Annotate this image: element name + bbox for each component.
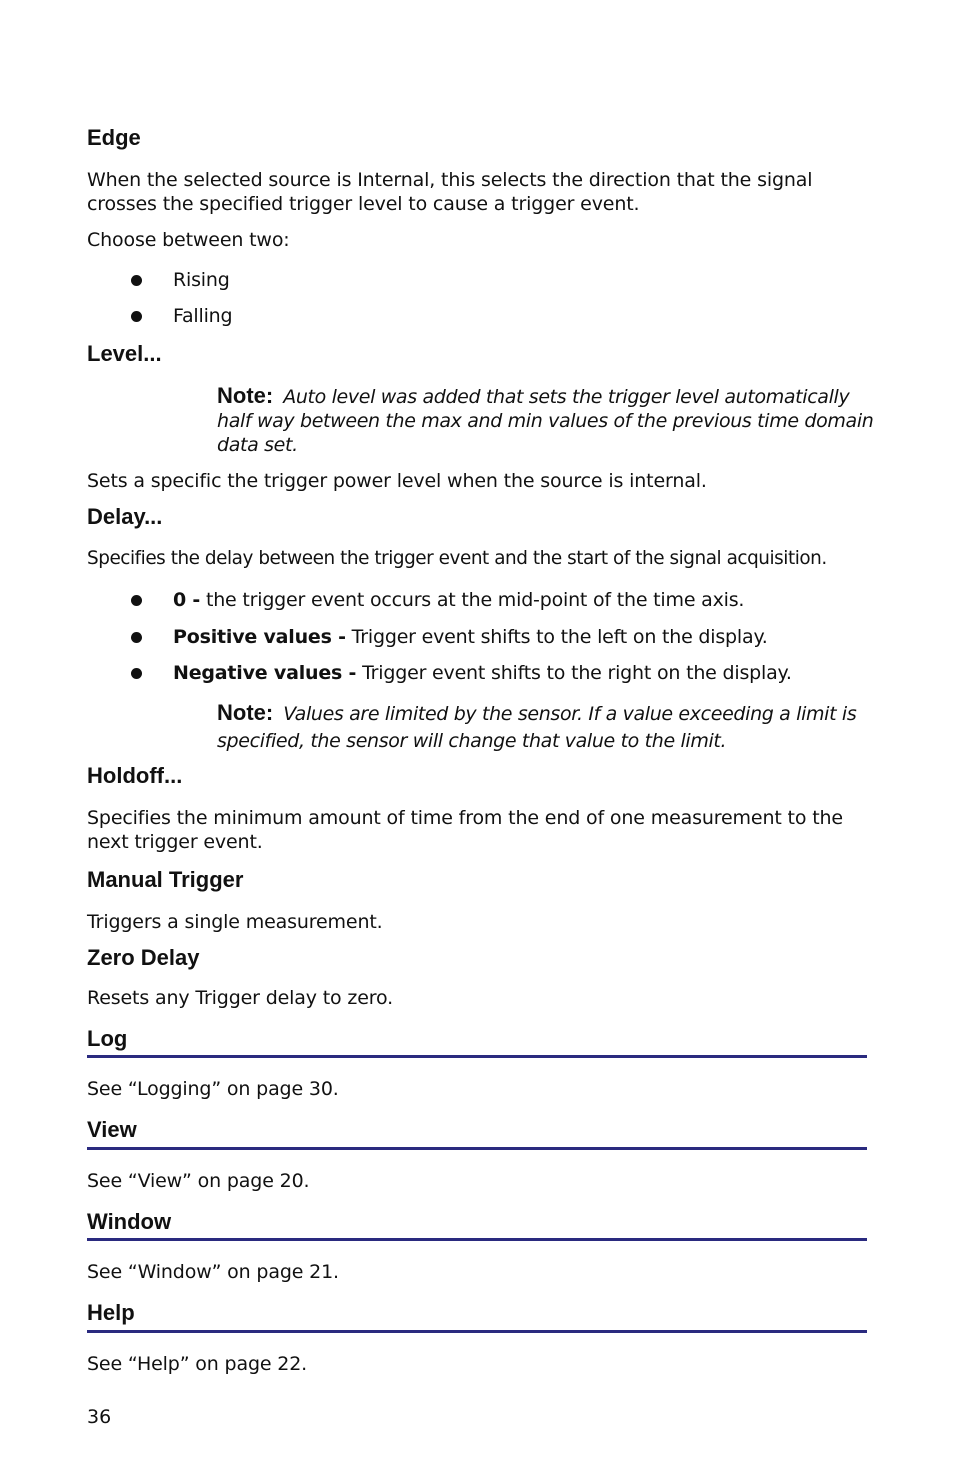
note-text: Auto level was added that sets the trigger level automatically half way between the max and min values of the previous time domain data set. bbox=[217, 386, 874, 456]
help-heading: Help bbox=[87, 1300, 135, 1325]
edge-paragraph: When the selected source is Internal, this selects the direction that the signal crosses the specified trigger level to cause a trigger event. bbox=[87, 169, 813, 215]
page-number: 36 bbox=[87, 1406, 112, 1428]
bullet-term: Negative values - bbox=[173, 662, 357, 684]
bullet-term: Positive values - bbox=[173, 626, 346, 648]
option-rising: Rising bbox=[173, 269, 230, 291]
bullet-icon bbox=[131, 668, 142, 679]
option-falling: Falling bbox=[173, 305, 233, 327]
delay-heading: Delay... bbox=[87, 504, 163, 529]
bullet-icon bbox=[131, 595, 142, 606]
help-paragraph: See “Help” on page 22. bbox=[87, 1353, 308, 1375]
window-heading: Window bbox=[87, 1209, 172, 1234]
window-paragraph: See “Window” on page 21. bbox=[87, 1261, 339, 1283]
section-divider bbox=[87, 1330, 867, 1333]
zero-delay-heading: Zero Delay bbox=[87, 945, 200, 970]
holdoff-paragraph: Specifies the minimum amount of time from the end of one measurement to the next trigger event. bbox=[87, 807, 843, 853]
level-heading: Level... bbox=[87, 341, 162, 366]
log-paragraph: See “Logging” on page 30. bbox=[87, 1078, 339, 1100]
delay-note bbox=[217, 699, 877, 755]
view-heading: View bbox=[87, 1117, 137, 1142]
level-paragraph: Sets a specific the trigger power level when the source is internal. bbox=[87, 470, 707, 492]
delay-paragraph: Specifies the delay between the trigger event and the start of the signal acquisition. bbox=[87, 548, 827, 569]
bullet-icon bbox=[131, 632, 142, 643]
log-heading: Log bbox=[87, 1026, 128, 1051]
note-label: Note: bbox=[217, 700, 274, 725]
view-paragraph: See “View” on page 20. bbox=[87, 1170, 310, 1192]
note-label: Note: bbox=[217, 383, 274, 408]
bullet-icon bbox=[131, 311, 142, 322]
manual-trigger-paragraph: Triggers a single measurement. bbox=[87, 911, 383, 933]
level-note bbox=[217, 384, 877, 457]
edge-heading: Edge bbox=[87, 125, 141, 150]
section-divider bbox=[87, 1055, 867, 1058]
bullet-icon bbox=[131, 275, 142, 286]
bullet-text: Trigger event shifts to the right on the display. bbox=[356, 662, 792, 684]
bullet-term: 0 - bbox=[173, 589, 201, 611]
section-divider bbox=[87, 1147, 867, 1150]
edge-choose-text: Choose between two: bbox=[87, 229, 290, 251]
zero-delay-paragraph: Resets any Trigger delay to zero. bbox=[87, 987, 394, 1009]
section-divider bbox=[87, 1238, 867, 1241]
bullet-text: Trigger event shifts to the left on the display. bbox=[345, 626, 768, 648]
note-text: Values are limited by the sensor. If a value exceeding a limit is specified, the sensor will change that value to the limit. bbox=[217, 703, 857, 752]
bullet-text: the trigger event occurs at the mid-point of the time axis. bbox=[200, 589, 745, 611]
manual-trigger-heading: Manual Trigger bbox=[87, 867, 244, 892]
holdoff-heading: Holdoff... bbox=[87, 763, 183, 788]
